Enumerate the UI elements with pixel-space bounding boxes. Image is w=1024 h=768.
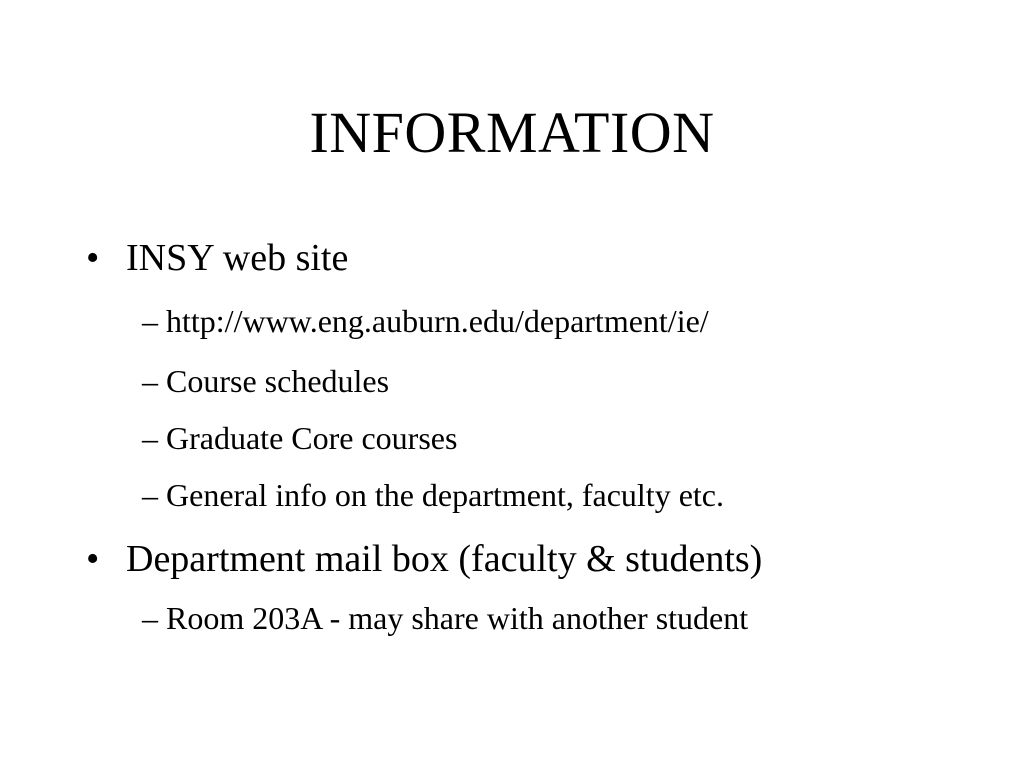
subitem-text: General info on the department, faculty etc. — [166, 477, 724, 513]
subitem-room-203a — [142, 599, 748, 637]
subitem-website-url — [142, 302, 709, 340]
dash-icon: – — [142, 363, 158, 399]
bullet-icon: • — [86, 538, 100, 580]
bullet-insy-web-site — [86, 236, 348, 280]
bullet-text: INSY web site — [126, 237, 349, 279]
subitem-general-info — [142, 476, 724, 514]
dash-icon: – — [142, 303, 158, 339]
bullet-icon: • — [86, 237, 100, 279]
subitem-text: http://www.eng.auburn.edu/department/ie/ — [166, 303, 709, 339]
dash-icon: – — [142, 600, 158, 636]
dash-icon: – — [142, 477, 158, 513]
bullet-department-mail-box — [86, 537, 762, 581]
subitem-text: Room 203A - may share with another student — [166, 600, 749, 636]
subitem-graduate-core-courses — [142, 419, 457, 457]
subitem-text: Course schedules — [166, 363, 390, 399]
bullet-text: Department mail box (faculty & students) — [126, 538, 763, 580]
slide-title: INFORMATION — [309, 100, 715, 165]
dash-icon: – — [142, 420, 158, 456]
subitem-text: Graduate Core courses — [166, 420, 458, 456]
subitem-course-schedules — [142, 362, 389, 400]
